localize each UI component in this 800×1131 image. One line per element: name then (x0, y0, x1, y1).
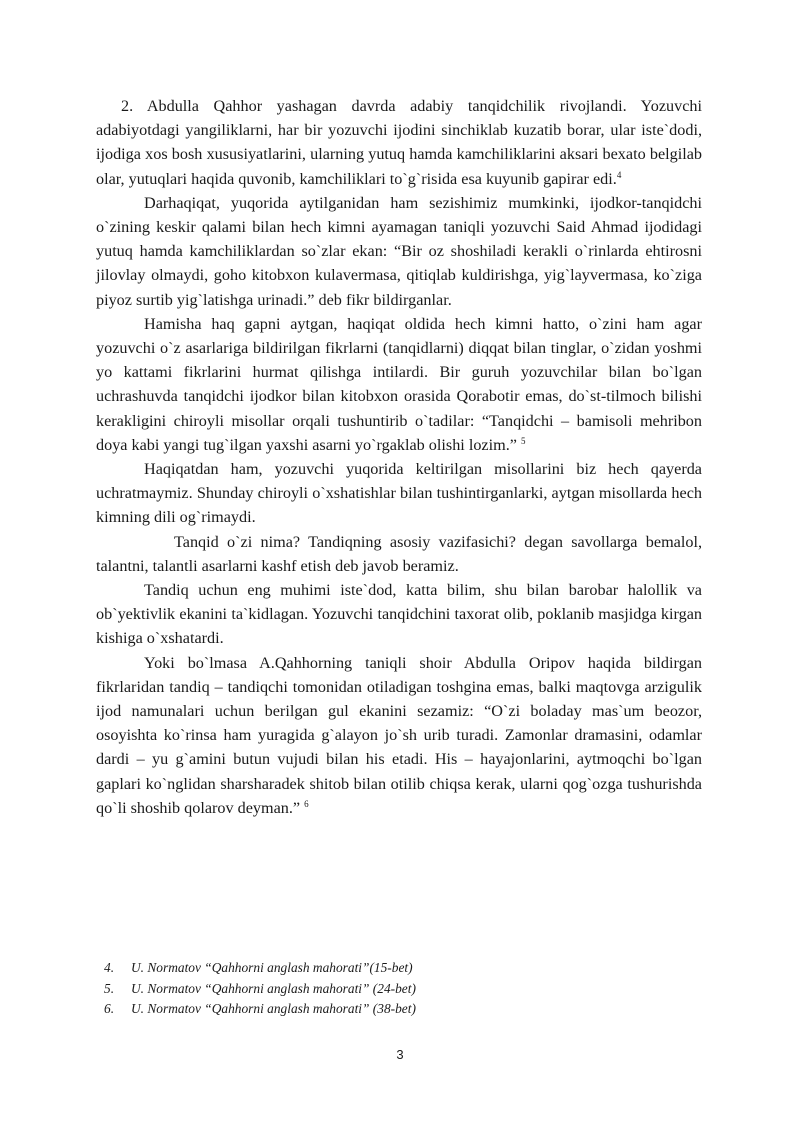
paragraph-7 (96, 651, 702, 820)
footnote-number: 6. (104, 1001, 115, 1016)
page-number: 3 (396, 1047, 404, 1062)
paragraph-3 (96, 312, 702, 457)
footnote-number: 5. (104, 980, 115, 996)
document-body (96, 94, 702, 820)
paragraph-2 (96, 191, 702, 312)
footnote-number: 4. (104, 960, 115, 975)
footnote-item (104, 999, 416, 1020)
paragraph-4-text: Haqiqatdan ham, yozuvchi yuqorida keltirilgan misollarini biz hech qayerda uchratmaymiz. Shunday chiroyli o`xshatishlar bilan tushintirganlarki, aytgan misollarda hech kimning dili og`rimaydi. (96, 460, 702, 527)
paragraph-5 (96, 530, 702, 578)
paragraph-3-text: Hamisha haq gapni aytgan, haqiqat oldida hech kimni hatto, o`zini ham agar yozuvchi o`z asarlariga bildirilgan fikrlarni (tanqidlarni) diqqat bilan tinglar, o`zidan yoshmi yo kattami fikrlarini hurmat qilishga intilardi. Bir guruh yozuvchilar bilan bo`lgan uchrashuvda tanqidchi ijodkor bilan kitobxon orasida Qorabotir emas, do`st-tilmoch bilishi kerakligini chiroyli misollar orqali tushuntirib o`tadilar: “Tanqidchi – bamisoli mehribon doya kabi yangi tug`ilgan yaxshi asarni yo`rgaklab olishi lozim.” (96, 314, 702, 454)
footnote-text: U. Normatov “Qahhorni anglash mahorati” (38-bet) (131, 1001, 416, 1016)
footnote-text: U. Normatov “Qahhorni anglash mahorati” (24-bet) (131, 980, 416, 996)
paragraph-2-text: Darhaqiqat, yuqorida aytilganidan ham sezishimiz mumkinki, ijodkor-tanqidchi o`zining keskir qalami bilan hech kimni ayamagan taniqli yozuvchi Said Ahmad ijodidagi yutuq hamda kamchiliklardan so`zlar ekan: “Bir oz shoshiladi kerakli o`rinlarda ehtirosni jilovlay olmaydi, goho kitobxon kulavermasa, qitiqlab kuldirishga, yig`layvermasa, ko`ziga piyoz surtib yig`latishga urinadi.” deb fikr bildirganlar. (96, 193, 702, 309)
paragraph-1 (96, 94, 702, 191)
paragraph-7-text: Yoki bo`lmasa A.Qahhorning taniqli shoir Abdulla Oripov haqida bildirgan fikrlaridan tandiq – tandiqchi tomonidan otiladigan toshgina emas, balki maqtovga arzigulik ijod namunalari uchun berilgan gul ekanini sezamiz: “O`zi boladay mas`um beozor, osoyishta ko`rinsa ham yuragida g`alayon jo`sh urib turadi. Zamonlar dramasini, odamlar dardi – yu g`amini butun vujudi bilan his etadi. His – hayajonlarini, aytmoqchi bo`lgan gaplari ko`nglidan sharsharadek shitob bilan otilib chiqsa kerak, ularni qog`ozga tushurishda qo`li shoshib qolarov deyman.” (96, 653, 702, 817)
footnote-ref-6: 6 (304, 798, 309, 809)
footnotes-list (104, 958, 416, 1020)
footnote-ref-5: 5 (520, 435, 526, 446)
footnote-ref-4: 4 (616, 169, 622, 180)
paragraph-6 (96, 578, 702, 651)
paragraph-4 (96, 457, 702, 530)
paragraph-1-text: 2. Abdulla Qahhor yashagan davrda adabiy tanqidchilik rivojlandi. Yozuvchi adabiyotdagi yangiliklarni, har bir yozuvchi ijodini sinchiklab kuzatib borar, ular iste`dodi, ijodiga xos bosh xususiyatlarini, ularning yutuq hamda kamchiliklarini aksari bexato belgilab olar, yutuqlari haqida quvonib, kamchiliklari to`g`risida esa kuyunib gapirar edi. (96, 97, 702, 188)
paragraph-6-text: Tandiq uchun eng muhimi iste`dod, katta bilim, shu bilan barobar halollik va ob`yektivlik ekanini ta`kidlagan. Yozuvchi tanqidchini taxorat olib, poklanib masjidga kirgan kishiga o`xshatardi. (96, 581, 702, 648)
footnote-item (104, 979, 416, 1000)
paragraph-5-text: Tanqid o`zi nima? Tandiqning asosiy vazifasichi? degan savollarga bemalol, talantni, talantli asarlarni kashf etish deb javob beramiz. (96, 532, 702, 575)
footnote-item (104, 958, 416, 979)
footnote-text: U. Normatov “Qahhorni anglash mahorati”(15-bet) (131, 960, 413, 975)
